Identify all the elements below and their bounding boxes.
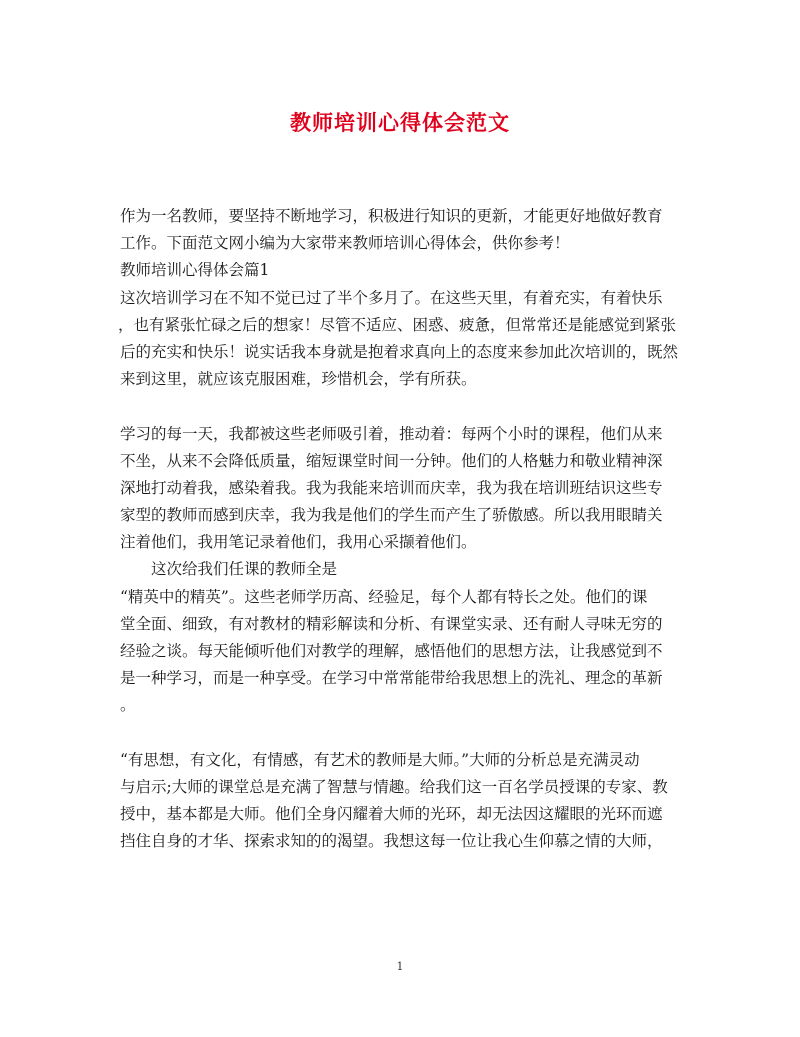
paragraph-line: 学习的每一天，我都被这些老师吸引着，推动着：每两个小时的课程，他们从来	[120, 424, 663, 443]
paragraph-line: 家型的教师而感到庆幸，我为我是他们的学生而产生了骄傲感。所以我用眼睛关	[120, 506, 663, 525]
page-number: 1	[396, 960, 404, 973]
paragraph-line: 挡住自身的才华、探索求知的的渴望。我想这每一位让我心生仰慕之情的大师，	[120, 832, 663, 851]
paragraph-line: 是一种学习，而是一种享受。在学习中常常能带给我思想上的洗礼、理念的革新	[120, 669, 663, 688]
paragraph-line: 深地打动着我，感染着我。我为我能来培训而庆幸，我为我在培训班结识这些专	[120, 478, 663, 497]
paragraph-line: 后的充实和快乐！说实话我本身就是抱着求真向上的态度来参加此次培训的，既然	[120, 342, 679, 361]
paragraph-line: 不坐，从来不会降低质量，缩短课堂时间一分钟。他们的人格魅力和敬业精神深	[120, 451, 663, 470]
document-title: 教师培训心得体会范文	[290, 110, 510, 135]
document-body	[120, 203, 685, 856]
paragraph-spacer	[120, 393, 685, 420]
paragraph-line: 与启示;大师的课堂总是充满了智慧与情趣。给我们这一百名学员授课的专家、教	[120, 777, 668, 796]
paragraph-spacer	[120, 720, 685, 747]
paragraph-line: 作为一名教师，要坚持不断地学习，积极进行知识的更新，才能更好地做好教育	[120, 207, 663, 225]
paragraph-line: 经验之谈。每天能倾听他们对教学的理解，感悟他们的思想方法，让我感觉到不	[120, 642, 663, 660]
paragraph-line: 来到这里，就应该克服困难，珍惜机会，学有所获。	[120, 370, 477, 389]
paragraph-line: 这次给我们任课的教师全是	[151, 560, 338, 579]
paragraph-line: 。	[120, 696, 136, 715]
paragraph-line: 工作。下面范文网小编为大家带来教师培训心得体会，供你参考！	[120, 234, 570, 253]
paragraph-line: “精英中的精英”。这些老师学历高、经验足，每个人都有特长之处。他们的课	[120, 587, 648, 606]
paragraph-line: 授中，基本都是大师。他们全身闪耀着大师的光环，却无法因这耀眼的光环而遮	[120, 805, 663, 824]
paragraph-line: 堂全面、细致，有对教材的精彩解读和分析、有课堂实录、还有耐人寻味无穷的	[120, 614, 663, 633]
paragraph-line: 注着他们，我用笔记录着他们，我用心采撷着他们。	[120, 533, 477, 552]
paragraph-line: ，也有紧张忙碌之后的想家！尽管不适应、困惑、疲惫，但常常还是能感觉到紧张	[118, 315, 677, 334]
paragraph-line: 这次培训学习在不知不觉已过了半个多月了。在这些天里，有着充实，有着快乐	[120, 288, 663, 307]
paragraph-line: “有思想，有文化，有情感，有艺术的教师是大师。”大师的分析总是充满灵动	[120, 750, 640, 769]
section-heading: 教师培训心得体会篇1	[120, 261, 270, 280]
